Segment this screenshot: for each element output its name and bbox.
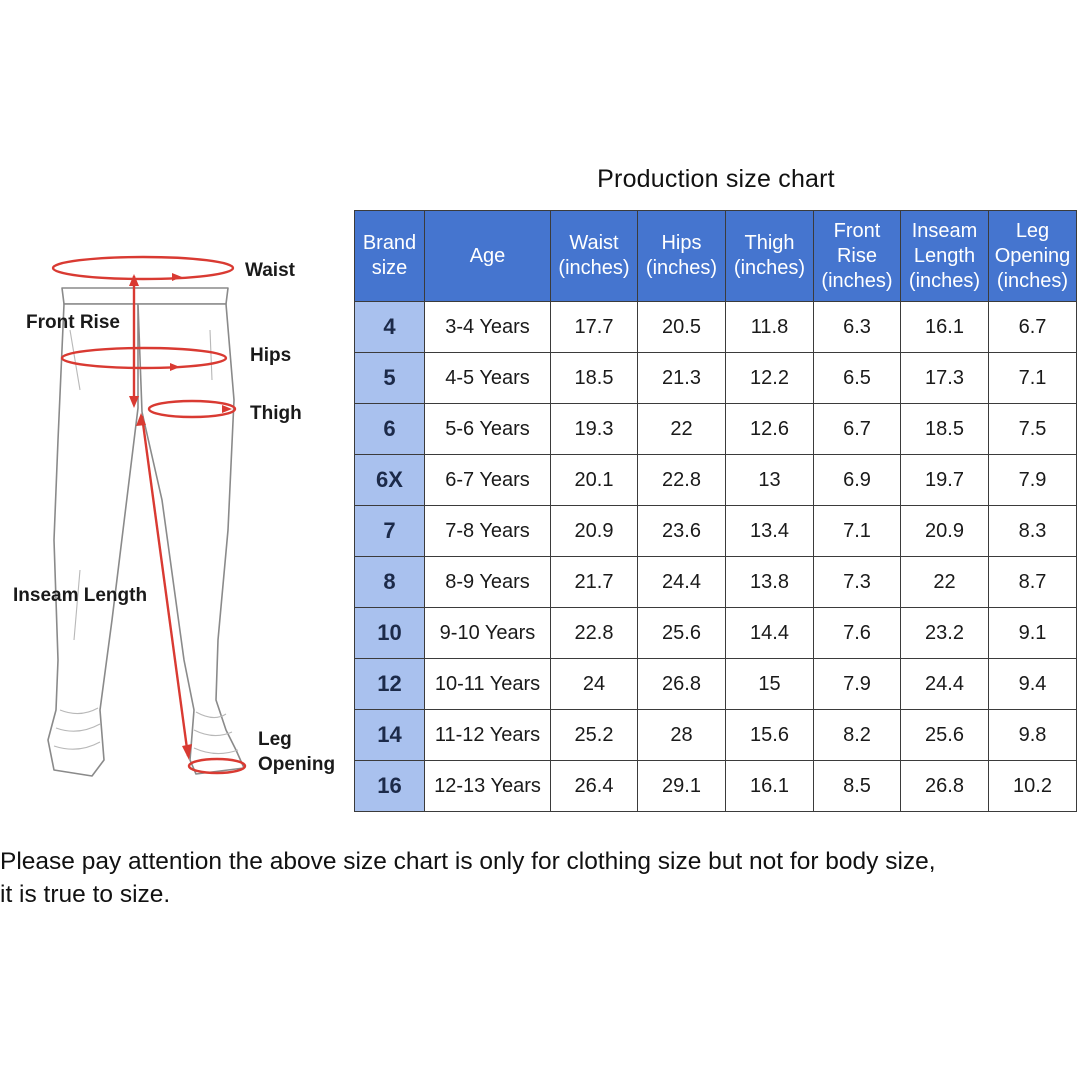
header-text: Age	[469, 244, 506, 267]
cell-leg-opening: 10.2	[989, 761, 1077, 812]
cell-waist: 20.9	[551, 506, 638, 557]
leg-opening-label-line1: Leg	[258, 729, 292, 750]
cell-front-rise: 6.5	[814, 353, 901, 404]
header-text: Inseam	[911, 219, 978, 242]
cell-brand-size: 8	[355, 557, 425, 608]
size-chart-table	[354, 210, 1077, 812]
cell-age: 3-4 Years	[425, 302, 551, 353]
cell-inseam-length: 17.3	[901, 353, 989, 404]
cell-age: 5-6 Years	[425, 404, 551, 455]
cell-inseam-length: 24.4	[901, 659, 989, 710]
cell-front-rise: 6.7	[814, 404, 901, 455]
header-text: Length	[913, 244, 976, 267]
cell-inseam-length: 20.9	[901, 506, 989, 557]
cell-brand-size: 12	[355, 659, 425, 710]
waist-label: Waist	[245, 260, 295, 281]
table-row	[355, 506, 1077, 557]
cell-waist: 25.2	[551, 710, 638, 761]
cell-leg-opening: 7.9	[989, 455, 1077, 506]
cell-thigh: 11.8	[726, 302, 814, 353]
cell-brand-size: 14	[355, 710, 425, 761]
header-inseam-length	[901, 211, 989, 302]
cell-thigh: 12.2	[726, 353, 814, 404]
cell-age: 11-12 Years	[425, 710, 551, 761]
cell-inseam-length: 16.1	[901, 302, 989, 353]
size-note-line1: Please pay attention the above size chart is only for clothing size but not for body size,	[0, 848, 936, 875]
header-text: (inches)	[733, 257, 806, 279]
cell-leg-opening: 7.1	[989, 353, 1077, 404]
cell-front-rise: 7.3	[814, 557, 901, 608]
cell-front-rise: 6.3	[814, 302, 901, 353]
cell-age: 4-5 Years	[425, 353, 551, 404]
cell-waist: 26.4	[551, 761, 638, 812]
header-thigh	[726, 211, 814, 302]
cell-hips: 26.8	[638, 659, 726, 710]
cell-front-rise: 6.9	[814, 455, 901, 506]
cell-thigh: 13	[726, 455, 814, 506]
cell-waist: 24	[551, 659, 638, 710]
header-text: size	[371, 257, 408, 279]
table-row	[355, 608, 1077, 659]
header-text: Opening	[994, 244, 1071, 267]
cell-inseam-length: 23.2	[901, 608, 989, 659]
cell-inseam-length: 22	[901, 557, 989, 608]
chart-title: Production size chart	[597, 165, 835, 193]
cell-thigh: 14.4	[726, 608, 814, 659]
cell-leg-opening: 7.5	[989, 404, 1077, 455]
header-text: Rise	[836, 244, 877, 267]
table-row	[355, 659, 1077, 710]
header-waist	[551, 211, 638, 302]
cell-inseam-length: 19.7	[901, 455, 989, 506]
cell-front-rise: 7.1	[814, 506, 901, 557]
cell-waist: 18.5	[551, 353, 638, 404]
table-row	[355, 761, 1077, 812]
cell-hips: 21.3	[638, 353, 726, 404]
cell-leg-opening: 8.7	[989, 557, 1077, 608]
header-text: (inches)	[908, 269, 981, 292]
cell-hips: 20.5	[638, 302, 726, 353]
cell-thigh: 13.8	[726, 557, 814, 608]
cell-thigh: 16.1	[726, 761, 814, 812]
table-row	[355, 455, 1077, 506]
cell-leg-opening: 6.7	[989, 302, 1077, 353]
cell-brand-size: 4	[355, 302, 425, 353]
cell-waist: 19.3	[551, 404, 638, 455]
leg-opening-label	[258, 727, 335, 777]
header-text: Front	[833, 219, 881, 242]
header-text: (inches)	[821, 269, 893, 292]
header-text: Leg	[1015, 219, 1050, 242]
cell-leg-opening: 9.8	[989, 710, 1077, 761]
cell-hips: 24.4	[638, 557, 726, 608]
leg-opening-label-line2: Opening	[258, 754, 336, 775]
leggings-left-leg	[48, 304, 138, 776]
header-brand-size	[355, 211, 425, 302]
cell-hips: 23.6	[638, 506, 726, 557]
table-row	[355, 404, 1077, 455]
header-text: Thigh	[744, 232, 795, 254]
header-text: Hips	[661, 232, 702, 254]
cell-age: 8-9 Years	[425, 557, 551, 608]
hips-label: Hips	[250, 345, 292, 366]
cell-leg-opening: 8.3	[989, 506, 1077, 557]
cell-age: 10-11 Years	[425, 659, 551, 710]
cell-inseam-length: 25.6	[901, 710, 989, 761]
inseam-length-label: Inseam Length	[13, 585, 148, 606]
front-rise-label: Front Rise	[26, 312, 120, 333]
cell-hips: 25.6	[638, 608, 726, 659]
table-body	[355, 302, 1077, 812]
cell-brand-size: 6X	[355, 455, 425, 506]
header-text: (inches)	[996, 269, 1069, 292]
leggings-waistband	[62, 288, 228, 304]
cell-brand-size: 6	[355, 404, 425, 455]
cell-thigh: 12.6	[726, 404, 814, 455]
size-note-line2: it is true to size.	[0, 881, 171, 908]
cell-leg-opening: 9.1	[989, 608, 1077, 659]
cell-waist: 22.8	[551, 608, 638, 659]
cell-front-rise: 7.9	[814, 659, 901, 710]
cell-brand-size: 7	[355, 506, 425, 557]
header-text: Brand	[362, 232, 417, 254]
table-row	[355, 353, 1077, 404]
cell-thigh: 13.4	[726, 506, 814, 557]
cell-age: 9-10 Years	[425, 608, 551, 659]
cell-front-rise: 7.6	[814, 608, 901, 659]
cell-brand-size: 16	[355, 761, 425, 812]
table-row	[355, 557, 1077, 608]
header-text: (inches)	[645, 257, 718, 279]
waist-arrowhead	[172, 273, 182, 281]
cell-waist: 20.1	[551, 455, 638, 506]
cell-hips: 28	[638, 710, 726, 761]
header-text: Waist	[569, 232, 619, 254]
table-header-row	[355, 211, 1077, 302]
waist-measure-ellipse	[53, 257, 233, 279]
leggings-measurement-diagram	[0, 240, 352, 800]
header-leg-opening	[989, 211, 1077, 302]
thigh-label: Thigh	[250, 403, 302, 424]
cell-brand-size: 5	[355, 353, 425, 404]
cell-inseam-length: 26.8	[901, 761, 989, 812]
header-hips	[638, 211, 726, 302]
cell-thigh: 15.6	[726, 710, 814, 761]
cell-brand-size: 10	[355, 608, 425, 659]
leggings-right-leg	[138, 304, 244, 774]
cell-age: 12-13 Years	[425, 761, 551, 812]
cell-front-rise: 8.5	[814, 761, 901, 812]
cell-hips: 29.1	[638, 761, 726, 812]
header-front-rise	[814, 211, 901, 302]
cell-thigh: 15	[726, 659, 814, 710]
cell-waist: 17.7	[551, 302, 638, 353]
cell-waist: 21.7	[551, 557, 638, 608]
cell-leg-opening: 9.4	[989, 659, 1077, 710]
cell-inseam-length: 18.5	[901, 404, 989, 455]
cell-age: 7-8 Years	[425, 506, 551, 557]
header-age	[425, 211, 551, 302]
cell-front-rise: 8.2	[814, 710, 901, 761]
table-row	[355, 302, 1077, 353]
header-text: (inches)	[558, 257, 630, 279]
cell-hips: 22	[638, 404, 726, 455]
size-note	[0, 845, 1080, 911]
cell-hips: 22.8	[638, 455, 726, 506]
table-row	[355, 710, 1077, 761]
cell-age: 6-7 Years	[425, 455, 551, 506]
